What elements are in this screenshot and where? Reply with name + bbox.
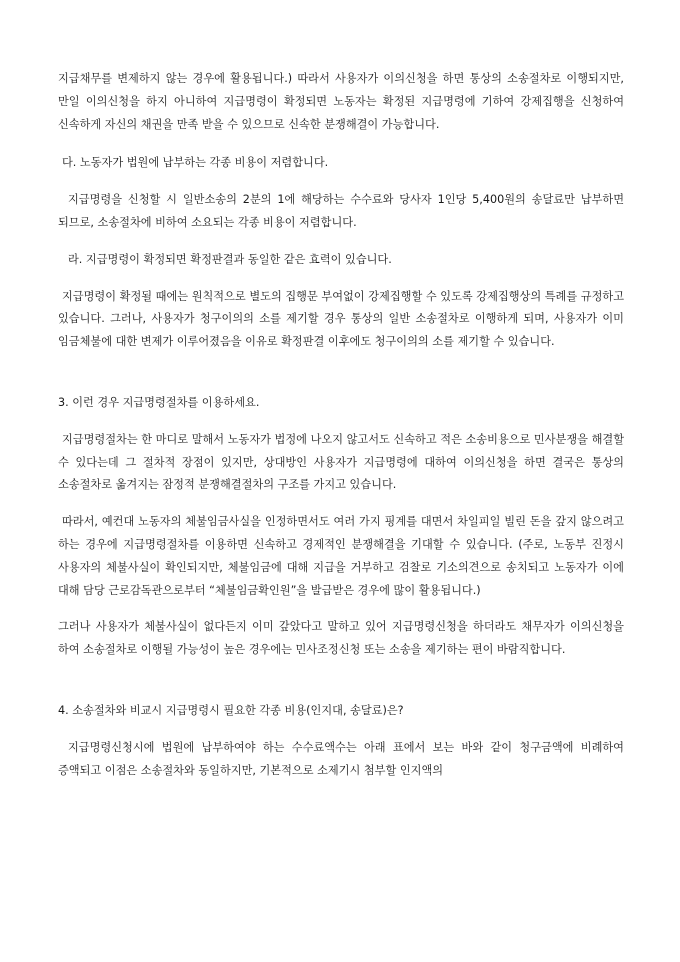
paragraph-fees: 지급명령을 신청할 시 일반소송의 2분의 1에 해당하는 수수료와 당사자 1인당 5,400원의 송달료만 납부하면 되므로, 소송절차에 비하여 소요되는 각종 비용이 저렴합니다. — [58, 193, 624, 229]
heading-ra-final-effect: 라. 지급명령이 확정되면 확정판결과 동일한 같은 효력이 있습니다. — [68, 252, 392, 266]
document-page — [58, 68, 624, 782]
paragraph-alternative: 그러나 사용자가 체불사실이 없다든지 이미 갚았다고 말하고 있어 지급명령신청을 하더라도 채무자가 이의신청을 하여 소송절차로 이행될 가능성이 높은 경우에는 민사조정신청 또는 소송을 제기하는 편이 바람직합니다. — [58, 620, 624, 657]
paragraph-fee-amount: 지급명령신청시에 법원에 납부하여야 하는 수수료액수는 아래 표에서 보는 바와 같이 청구금액에 비례하여 증액되고 이점은 소송절차와 동일하지만, 기본적으로 소제기시 첨부할 인지액의 — [58, 740, 624, 777]
heading-section-4: 4. 소송절차와 비교시 지급명령시 필요한 각종 비용(인지대, 송달료)은? — [58, 703, 404, 717]
paragraph-example-use: 따라서, 예컨대 노동자의 체불임금사실을 인정하면서도 여러 가지 핑계를 대면서 차일피일 빌린 돈을 갚지 않으려고 하는 경우에 지급명령절차를 이용하면 신속하고 경제적인 분쟁해결을 기대할 수 있습니다. (주로, 노동부 진정시 사용자의 체불사실이 확인되지만, 체불임금에 대해 지급을 거부하고 검찰로 기소의견으로 송치되고 노동자가 이에 대해 담당 근로감독관으로부터 “체불임금확인원”을 발급받은 경우에 많이 활용됩니다.) — [58, 515, 624, 597]
heading-da-low-cost: 다. 노동자가 법원에 납부하는 각종 비용이 저렴합니다. — [62, 156, 329, 170]
paragraph-enforcement: 지급명령이 확정될 때에는 원칙적으로 별도의 집행문 부여없이 강제집행할 수 있도록 강제집행상의 특례를 규정하고 있습니다. 그러나, 사용자가 청구이의의 소를 제기할 경우 통상의 일반 소송절차로 이행하게 되며, 사용자가 이미 임금체불에 대한 변제가 이루어졌음을 이유로 확정판결 이후에도 청구이의의 소를 제기할 수 있습니다. — [58, 289, 624, 349]
paragraph-procedure-overview: 지급명령절차는 한 마디로 말해서 노동자가 법정에 나오지 않고서도 신속하고 적은 소송비용으로 민사분쟁을 해결할 수 있다는데 그 절차적 장점이 있지만, 상대방인 사용자가 지급명령에 대하여 이의신청을 하면 결국은 통상의 소송절차로 옮겨지는 잠정적 분쟁해결절차의 구조를 가지고 있습니다. — [58, 432, 624, 492]
heading-section-3: 3. 이런 경우 지급명령절차를 이용하세요. — [58, 395, 260, 409]
paragraph-summary-procedure: 지급채무를 변제하지 않는 경우에 활용됩니다.) 따라서 사용자가 이의신청을 하면 통상의 소송절차로 이행되지만, 만일 이의신청을 하지 아니하여 지급명령이 확정되면 노동자는 확정된 지급명령에 기하여 강제집행을 신청하여 신속하게 자신의 채권을 만족 받을 수 있으므로 신속한 분쟁해결이 가능합니다. — [58, 72, 624, 131]
